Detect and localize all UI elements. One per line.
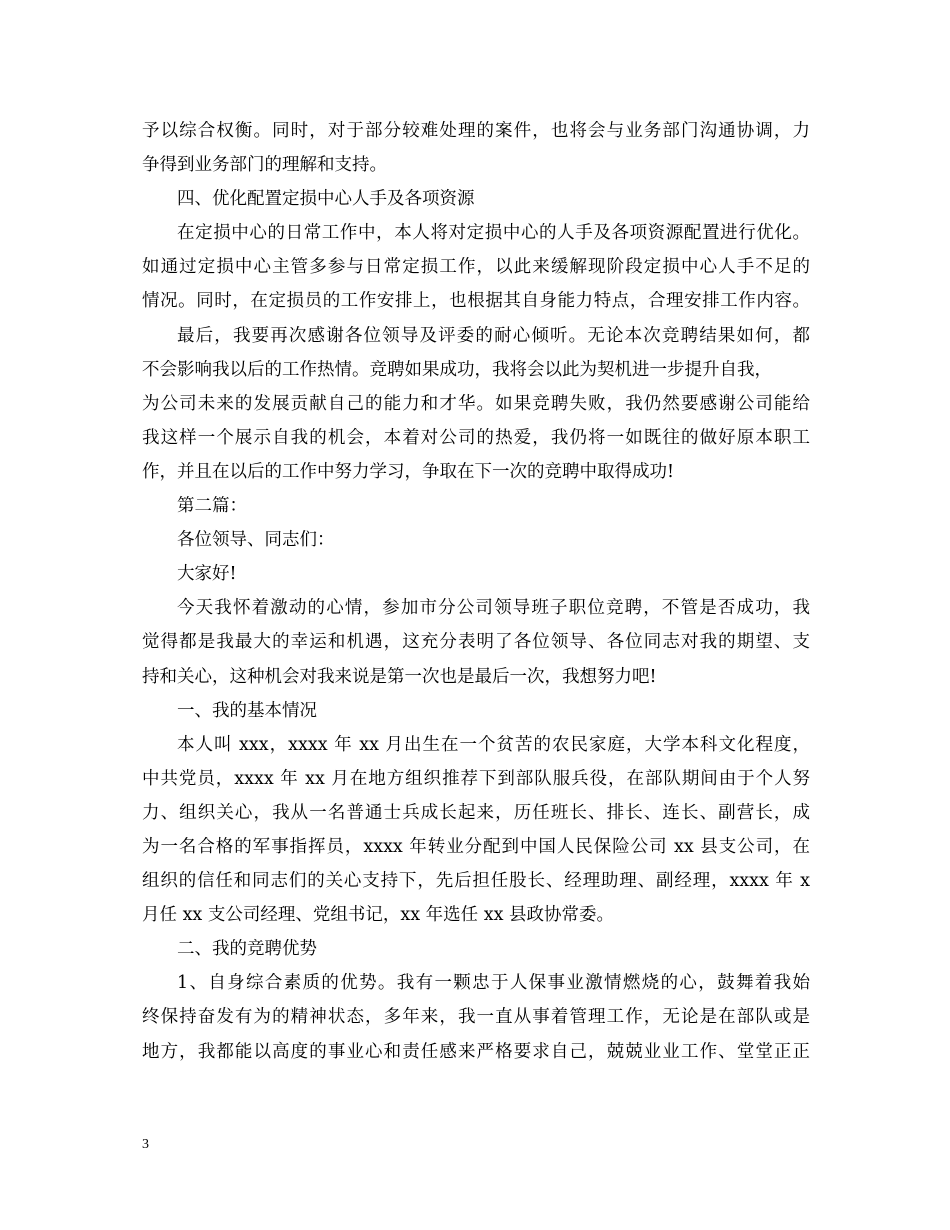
text-line: 争得到业务部门的理解和支持。: [142, 155, 387, 176]
text-line: 一、我的基本情况: [177, 700, 317, 721]
text-line: 终保持奋发有为的精神状态，多年来，我一直从事着管理工作，无论是在部队或是: [142, 1007, 810, 1028]
text-line: 本人叫 xxx，xxxx 年 xx 月出生在一个贫苦的农民家庭，大学本科文化程度，: [177, 734, 810, 755]
text-line: 予以综合权衡。同时，对于部分较难处理的案件，也将会与业务部门沟通协调，力: [142, 121, 810, 141]
text-line: 我这样一个展示自我的机会，本着对公司的热爱，我仍将一如既往的做好原本职工: [142, 427, 810, 448]
text-line: 1、自身综合素质的优势。我有一颗忠于人保事业激情燃烧的心，鼓舞着我始: [177, 973, 810, 994]
text-line: 情况。同时，在定损员的工作安排上，也根据其自身能力特点，合理安排工作内容。: [142, 291, 810, 312]
text-line: 组织的信任和同志们的关心支持下，先后担任股长、经理助理、副经理，xxxx 年 x: [142, 871, 810, 892]
text-line: 力、组织关心，我从一名普通士兵成长起来，历任班长、排长、连长、副营长，成: [142, 802, 810, 823]
text-line: 月任 xx 支公司经理、党组书记，xx 年选任 xx 县政协常委。: [142, 905, 615, 926]
text-line: 中共党员，xxxx 年 xx 月在地方组织推荐下到部队服兵役，在部队期间由于个人努: [142, 768, 810, 789]
text-line: 不会影响我以后的工作热情。竞聘如果成功，我将会以此为契机进一步提升自我，: [142, 359, 772, 380]
text-line: 第二篇：: [177, 496, 247, 517]
text-line: 二、我的竞聘优势: [177, 939, 317, 960]
text-line: 作，并且在以后的工作中努力学习，争取在下一次的竞聘中取得成功!: [142, 461, 675, 482]
text-line: 在定损中心的日常工作中，本人将对定损中心的人手及各项资源配置进行优化。: [177, 223, 810, 244]
page-number: 3: [142, 1137, 149, 1152]
text-line: 如通过定损中心主管多参与日常定损工作，以此来缓解现阶段定损中心人手不足的: [142, 257, 810, 278]
text-line: 为公司未来的发展贡献自己的能力和才华。如果竞聘失败，我仍然要感谢公司能给: [142, 393, 810, 414]
text-line: 大家好!: [177, 564, 237, 585]
body-text: [142, 114, 810, 1069]
text-line: 今天我怀着激动的心情，参加市分公司领导班子职位竞聘，不管是否成功，我: [177, 598, 810, 619]
text-line: 觉得都是我最大的幸运和机遇，这充分表明了各位领导、各位同志对我的期望、支: [142, 632, 810, 653]
text-line: 最后，我要再次感谢各位领导及评委的耐心倾听。无论本次竞聘结果如何，都: [177, 325, 810, 346]
text-line: 持和关心，这种机会对我来说是第一次也是最后一次，我想努力吧!: [142, 666, 657, 687]
text-line: 四、优化配置定损中心人手及各项资源: [177, 189, 475, 210]
text-line: 地方，我都能以高度的事业心和责任感来严格要求自己，兢兢业业工作、堂堂正正: [142, 1041, 810, 1062]
text-line: 各位领导、同志们：: [177, 530, 335, 551]
text-line: 为一名合格的军事指挥员，xxxx 年转业分配到中国人民保险公司 xx 县支公司，在: [142, 836, 810, 857]
